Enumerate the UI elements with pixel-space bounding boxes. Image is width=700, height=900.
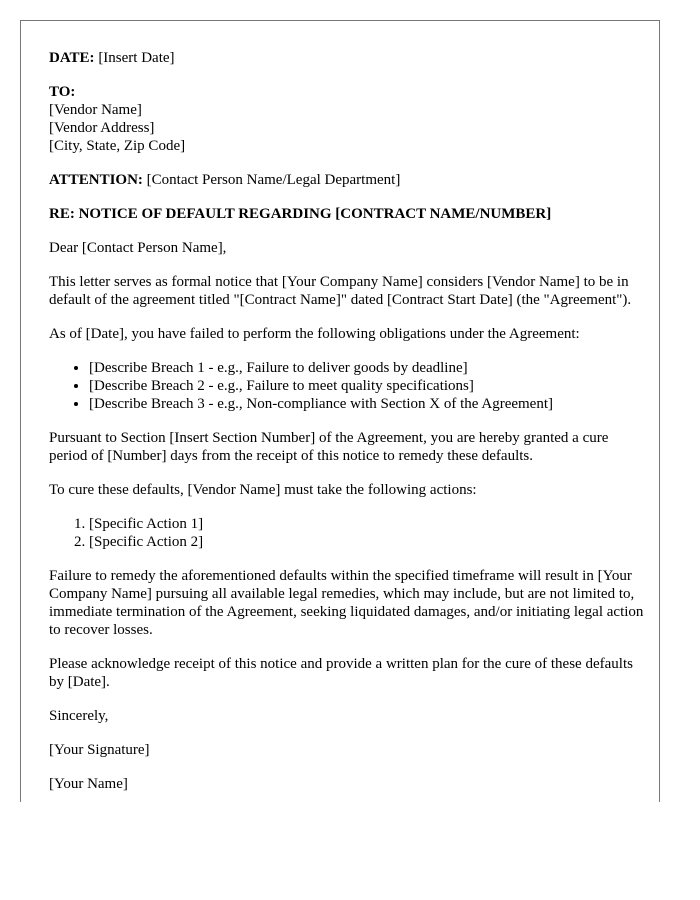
paragraph-cure-period: Pursuant to Section [Insert Section Number] of the Agreement, you are hereby granted a cure period of [Number] days from the receipt of this notice to remedy these defaults.: [49, 430, 609, 464]
action-item: 1. [Specific Action 1]: [89, 515, 649, 533]
breach-item: • [Describe Breach 3 - e.g., Non-compliance with Section X of the Agreement]: [89, 395, 649, 413]
signature-placeholder: [Your Signature]: [49, 742, 150, 758]
action-list: [49, 515, 649, 551]
to-label: TO:: [49, 84, 76, 100]
action-item: 2. [Specific Action 2]: [89, 533, 649, 551]
attention-value: [Contact Person Name/Legal Department]: [142, 172, 401, 188]
recipient-block: [49, 83, 649, 155]
letter-page: [20, 20, 660, 802]
breach-item: • [Describe Breach 2 - e.g., Failure to meet quality specifications]: [89, 377, 649, 395]
salutation: Dear [Contact Person Name],: [49, 240, 227, 256]
date-label: DATE:: [49, 50, 95, 66]
closing: Sincerely,: [49, 708, 109, 724]
attention-label: ATTENTION:: [49, 172, 143, 188]
paragraph-notice: This letter serves as formal notice that [Your Company Name] considers [Vendor Name] to be in default of the agreement titled "[Contract Name]" dated [Contract Start Date] (the "Agreement").: [49, 274, 632, 308]
breach-list: [49, 359, 649, 413]
letter-content: [49, 49, 649, 802]
attention-line: [49, 171, 649, 189]
vendor-city-state-zip: [City, State, Zip Code]: [49, 138, 186, 154]
paragraph-actions-intro: To cure these defaults, [Vendor Name] must take the following actions:: [49, 482, 477, 498]
date-line: [49, 49, 649, 67]
subject-line: RE: NOTICE OF DEFAULT REGARDING [CONTRACT NAME/NUMBER]: [49, 206, 552, 222]
sender-name: [Your Name]: [49, 776, 128, 792]
paragraph-acknowledge: Please acknowledge receipt of this notice and provide a written plan for the cure of these defaults by [Date].: [49, 656, 633, 690]
vendor-name: [Vendor Name]: [49, 102, 142, 118]
paragraph-failure-consequences: Failure to remedy the aforementioned defaults within the specified timeframe will result in [Your Company Name] pursuing all available legal remedies, which may include, but are not limited to, immediate termination of the Agreement, seeking liquidated damages, and/or initiating legal action to recover losses.: [49, 568, 644, 638]
breach-item: • [Describe Breach 1 - e.g., Failure to deliver goods by deadline]: [89, 359, 649, 377]
paragraph-failed-obligations: As of [Date], you have failed to perform the following obligations under the Agreement:: [49, 326, 580, 342]
date-value: [Insert Date]: [94, 50, 175, 66]
vendor-address: [Vendor Address]: [49, 120, 155, 136]
